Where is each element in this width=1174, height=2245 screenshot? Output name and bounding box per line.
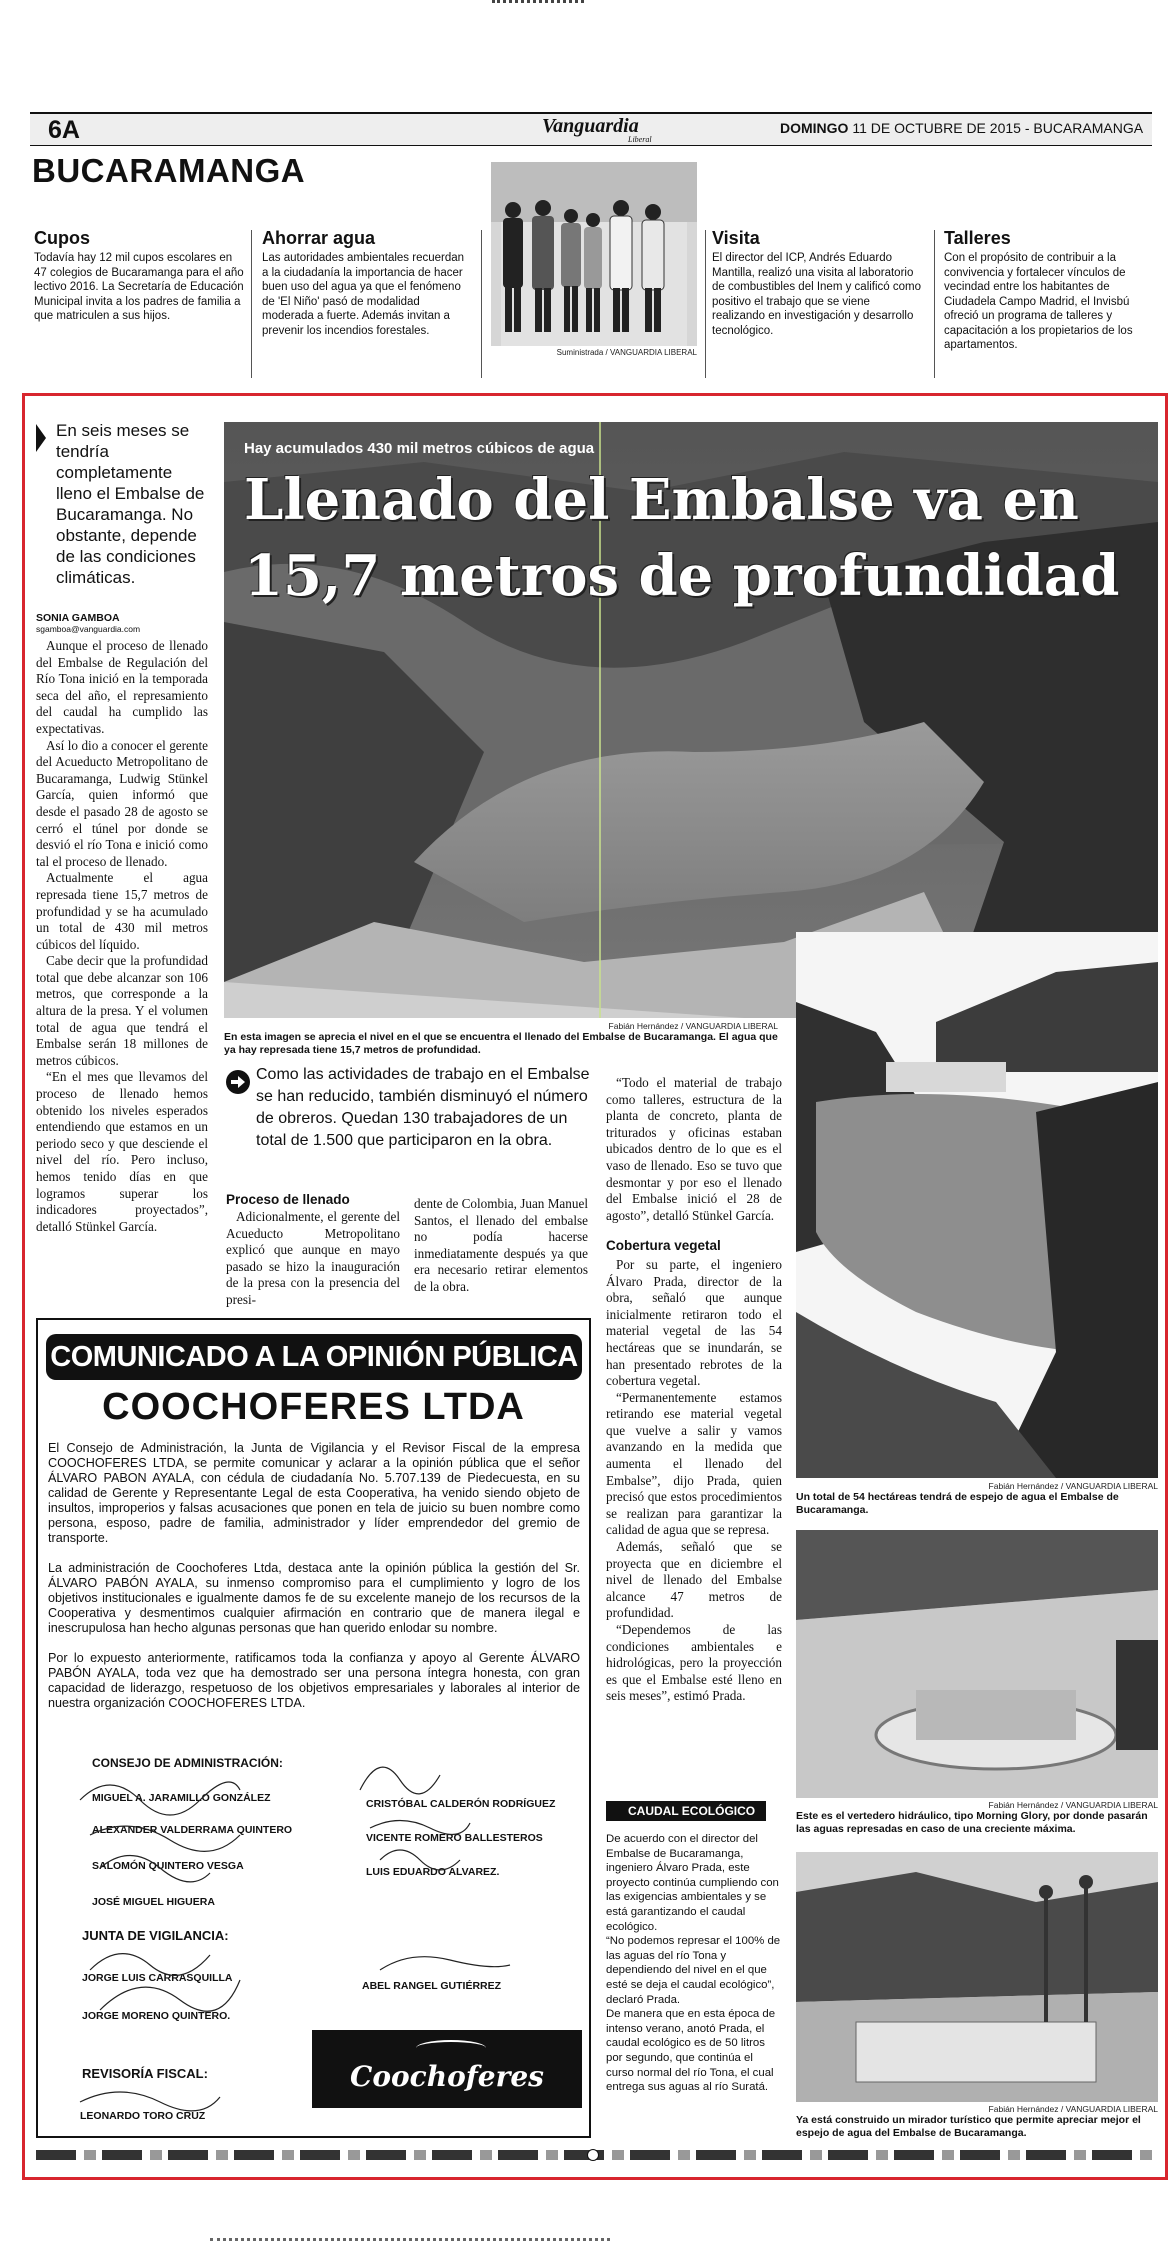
ad-company: COOCHOFERES LTDA — [102, 1386, 525, 1428]
brief-divider — [705, 230, 706, 378]
brief-text: Con el propósito de contribuir a la convivencia y fortalecer vínculos de vecindad entre los habitantes de Ciudadela Campo Madrid, el Invisbú ofreció un programa de talleres y capacitación a los propietarios de los apartamentos. — [944, 252, 1133, 351]
right-photo-mirador — [796, 1852, 1158, 2102]
ad-paragraph: Por lo expuesto anteriormente, ratificamos toda la confianza y apoyo al Gerente ÁLVARO PABÓN AYALA, toda vez que ha demostrado ser una persona íntegra honesta, con gran capacidad de liderazgo, respetuoso de los objetivos empresariales y laborales al interior de nuestra organización COOCHOFERES LTDA. — [48, 1651, 580, 1710]
main-photo-caption: En esta imagen se aprecia el nivel en el que se encuentra el llenado del Embalse de Bucaramanga. El agua que ya hay represada tiene 15,7 metros de profundidad. — [224, 1031, 778, 1056]
paragraph: “Permanentemente estamos retirando ese material vegetal que vuelve a salir y vamos avanzando en la medida que aumenta el llenado del Embalse”, dijo Prada, quien precisó que estos procedimientos se realizan para garantizar la calidad de agua que se represa. — [606, 1389, 782, 1538]
signer: MIGUEL A. JARAMILLO GONZÁLEZ — [92, 1792, 271, 1804]
right-photo-vertedero — [796, 1530, 1158, 1798]
brief-text: Las autoridades ambientales recuerdan a la ciudadanía la importancia de hacer buen uso del agua ya que el fenómeno de 'El Niño' pasó de modalidad moderada a fuerte. Además invitan a prevenir los incendios forestales. — [262, 252, 465, 337]
brief-ahorrar — [262, 228, 472, 338]
consejo-title: CONSEJO DE ADMINISTRACIÓN: — [92, 1756, 283, 1770]
right-photo2-caption: Este es el vertedero hidráulico, tipo Morning Glory, por donde pasarán las aguas represadas en caso de una creciente máxima. — [796, 1810, 1148, 1835]
caudal-box-title: CAUDAL ECOLÓGICO — [606, 1801, 766, 1821]
signer: JORGE LUIS CARRASQUILLA — [82, 1972, 233, 1984]
right-photo1-credit: Fabián Hernández / VANGUARDIA LIBERAL — [988, 1481, 1158, 1491]
page-header — [30, 112, 1152, 146]
bottom-dots — [210, 2238, 610, 2242]
article-col1 — [36, 638, 208, 1235]
brief-title: Talleres — [944, 228, 1011, 248]
paragraph: “Todo el material de trabajo como talleres, estructura de la planta de concreto, planta de triturados y oficinas estaban ubicados dentro de lo que es el vaso de llenado. Eso se tuvo que desmontar y por eso el llenado del Embalse inició el 28 de agosto”, detalló Stünkel García. — [606, 1075, 782, 1223]
main-headline-line2: 15,7 metros de profundidad — [244, 543, 1120, 609]
article-author: SONIA GAMBOA — [36, 612, 120, 624]
header-day: DOMINGO — [780, 120, 849, 136]
group-photo-credit: Suministrada / VANGUARDIA LIBERAL — [556, 348, 697, 357]
brief-divider — [481, 230, 482, 378]
logo-wheels-icon — [416, 2040, 486, 2056]
col4 — [606, 1075, 782, 1705]
paragraph: Adicionalmente, el gerente del Acueducto Metropolitano explicó que aunque en mayo pasado se hizo la inauguración de la presa con la presencia del presi- — [226, 1209, 400, 1307]
paragraph: Cabe decir que la profundidad total que debe alcanzar son 106 metros, que corresponde a la altura de la presa. Y el volumen total de agua que tendrá el Embalse serán 18 millones de metros cúbicos. — [36, 953, 208, 1068]
signer: LEONARDO TORO CRUZ — [80, 2110, 206, 2122]
caudal-box — [606, 1832, 782, 2095]
revisoria-title: REVISORÍA FISCAL: — [82, 2066, 208, 2081]
main-kicker: Hay acumulados 430 mil metros cúbicos de agua — [244, 440, 595, 457]
signer: CRISTÓBAL CALDERÓN RODRÍGUEZ — [366, 1798, 556, 1810]
masthead-logo: Vanguardia — [542, 115, 639, 137]
paragraph: De manera que en esta época de intenso verano, anotó Prada, el caudal ecológico es de 50 litros por segundo, que continúa el curso normal del río Tona, el cual entrega sus aguas al río Suratá. — [606, 2008, 776, 2094]
brief-visita — [712, 228, 926, 338]
header-date — [780, 120, 1143, 136]
coochoferes-logo — [312, 2030, 582, 2108]
brief-cupos — [34, 228, 244, 324]
ad-banner: COMUNICADO A LA OPINIÓN PÚBLICA — [46, 1334, 582, 1380]
brief-text: Todavía hay 12 mil cupos escolares en 47 colegios de Bucaramanga para el año lectivo 2016. La Secretaría de Educación Municipal invita a los padres de familia a que matriculen a sus hijos. — [34, 252, 244, 322]
right-photo3-credit: Fabián Hernández / VANGUARDIA LIBERAL — [988, 2104, 1158, 2114]
paragraph: “Dependemos de las condiciones ambientales e hidrológicas, pero la proyección es que el Embalse esté lleno en seis meses”, estimó Prada. — [606, 1622, 782, 1704]
right-photo2-credit: Fabián Hernández / VANGUARDIA LIBERAL — [988, 1800, 1158, 1810]
signer: JORGE MORENO QUINTERO. — [82, 2010, 231, 2022]
junta-title: JUNTA DE VIGILANCIA: — [82, 1928, 229, 1943]
signer: VICENTE ROMERO BALLESTEROS — [366, 1832, 543, 1844]
ad-paragraph: El Consejo de Administración, la Junta de Vigilancia y el Revisor Fiscal de la empresa COOCHOFERES LTDA, se permite comunicar y aclarar a la opinión pública que el señor ÁLVARO PABON AYALA, con cédula de ciudadanía No. 5.707.139 de Piedecuesta, en su calidad de Gerente y Representante Legal de esta Cooperativa, ha venido siendo objeto de insultos, improperios y falsas acusaciones que ponen en tela de juicio su buen nombre como persona, esposo, padre de familia, administrador y líder emprendedor del gremio de transporte. — [48, 1441, 580, 1545]
signer: SALOMÓN QUINTERO VESGA — [92, 1860, 244, 1872]
main-headline-line1: Llenado del Embalse va en — [244, 467, 1079, 533]
pull-quote-arrow-icon — [226, 1070, 250, 1094]
paragraph: Aunque el proceso de llenado del Embalse de Regulación del Río Tona inició en la temporada seca del año, el represamiento del caudal ha cumplido las expectativas. — [36, 638, 208, 736]
section-title: BUCARAMANGA — [32, 152, 306, 189]
logo-text: Coochoferes — [350, 2060, 544, 2093]
article-lead: En seis meses se tendría completamente lleno el Embalse de Bucaramanga. No obstante, depende de las condiciones climáticas. — [56, 421, 205, 587]
col2 — [226, 1192, 400, 1309]
group-photo — [491, 162, 697, 346]
masthead-logo-sub: Liberal — [628, 135, 652, 144]
ad-paragraph: La administración de Coochoferes Ltda, destaca ante la opinión pública la gestión del Sr. ÁLVARO PABÓN AYALA, su inmenso compromiso para el cumplimiento y logro de los objetivos institucionales e igualmente damos fe de su excelente manejo de los recursos de la Cooperativa y desmentimos cualquier afirmación en contrario que de manera ilegal e inescrupulosa han hecho algunas personas que han querido enlodar su nombre. — [48, 1561, 580, 1635]
main-photo-credit: Fabián Hernández / VANGUARDIA LIBERAL — [608, 1021, 778, 1031]
paragraph: Por su parte, el ingeniero Álvaro Prada, director de la obra, señaló que aunque inicialmente retiraron todo el material vegetal de las 54 hectáreas que se inundarán, se han presentado rebrotes de la cobertura vegetal. — [606, 1256, 782, 1389]
registration-mark-icon — [587, 2149, 599, 2161]
header-date-rest: 11 DE OCTUBRE DE 2015 - BUCARAMANGA — [852, 120, 1144, 136]
top-dots — [492, 0, 584, 4]
article-email: sgamboa@vanguardia.com — [36, 624, 141, 634]
right-photo3-caption: Ya está construido un mirador turístico que permite apreciar mejor el espejo de agua del Embalse de Bucaramanga. — [796, 2114, 1141, 2139]
ad-body — [48, 1441, 580, 1711]
brief-divider — [934, 230, 935, 378]
right-photo1-caption: Un total de 54 hectáreas tendrá de espejo de agua el Embalse de Bucaramanga. — [796, 1491, 1119, 1516]
brief-title: Ahorrar agua — [262, 228, 376, 248]
brief-text: El director del ICP, Andrés Eduardo Mantilla, realizó una visita al laboratorio de combustibles del Inem y calificó como positivo el trabajo que se viene realizando en investigación y desarrollo tecnológico. — [712, 252, 922, 337]
signer: ABEL RANGEL GUTIÉRREZ — [362, 1980, 502, 1992]
right-photo-embalse — [796, 932, 1158, 1478]
paragraph: De acuerdo con el director del Embalse de Bucaramanga, ingeniero Álvaro Prada, este proyecto continúa cumpliendo con las exigencias ambientales y se está garantizando el caudal ecológico. — [606, 1833, 779, 1933]
col3 — [414, 1196, 588, 1296]
brief-title: Cupos — [34, 228, 90, 248]
subhead-proceso: Proceso de llenado — [226, 1192, 350, 1207]
paragraph: Actualmente el agua represada tiene 15,7 metros de profundidad y se ha acumulado un total de 430 mil metros cúbicos del líquido. — [36, 870, 208, 952]
brief-talleres — [944, 228, 1156, 353]
paragraph: dente de Colombia, Juan Manuel Santos, el llenado del embalse no podía hacerse inmediatamente después ya que era necesario retirar elementos de la obra. — [414, 1196, 588, 1294]
subhead-cobertura: Cobertura vegetal — [606, 1238, 721, 1254]
brief-title: Visita — [712, 228, 760, 248]
paragraph: “No podemos represar el 100% de las aguas del río Tona y dependiendo del nivel en el que esté se deja el caudal ecológico”, declaró Prada. — [606, 1935, 781, 2006]
page-number: 6A — [48, 116, 80, 144]
signer: ALEXANDER VALDERRAMA QUINTERO — [92, 1824, 293, 1836]
paragraph: “En el mes que llevamos del proceso de llenado hemos obtenido los niveles esperados entendiendo que estamos en un periodo seco y que desciende el nivel del río. Pero incluso, hemos tenido días en que logramos superar los indicadores proyectados”, detalló Stünkel García. — [36, 1069, 208, 1234]
paragraph: Así lo dio a conocer el gerente del Acueducto Metropolitano de Bucaramanga, Ludwig Stünkel García, quien informó que desde el pasado 28 de agosto se cerró el túnel por donde se desvió el río Tona e inició como tal el proceso de llenado. — [36, 737, 208, 869]
brief-divider — [251, 230, 252, 378]
signer: LUIS EDUARDO ALVAREZ. — [366, 1866, 500, 1878]
paragraph: Además, señaló que se proyecta que en diciembre el nivel de llenado del Embalse alcance 47 metros de profundidad. — [606, 1539, 782, 1621]
pull-quote: Como las actividades de trabajo en el Embalse se han reducido, también disminuyó el número de obreros. Quedan 130 trabajadores de un total de 1.500 que participaron en la obra. — [256, 1066, 590, 1149]
signer: JOSÉ MIGUEL HIGUERA — [92, 1896, 215, 1908]
